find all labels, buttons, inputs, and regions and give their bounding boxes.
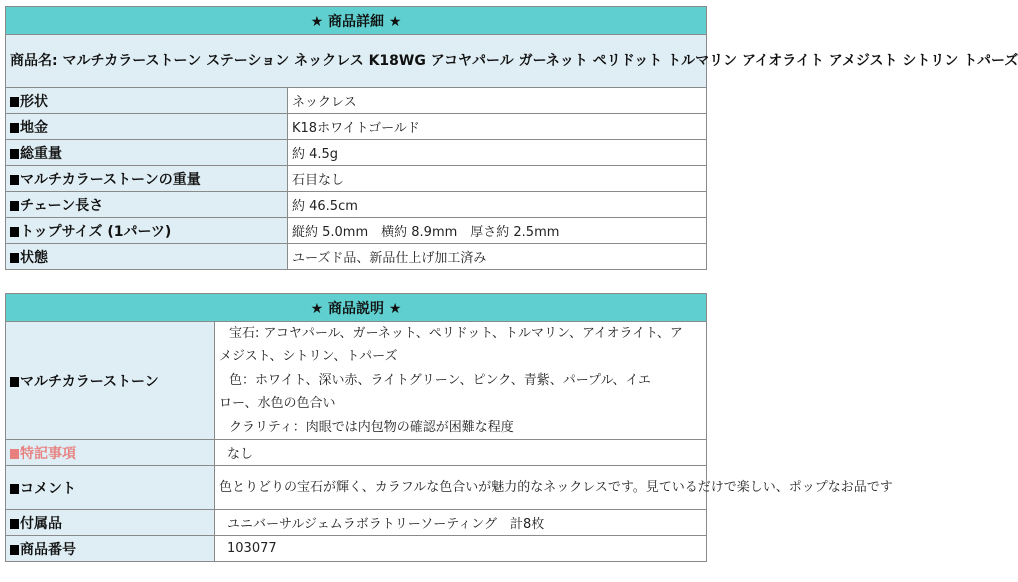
stone-details: [215, 322, 707, 440]
stone-color-line-cont: ロー、水色の色合い: [219, 396, 336, 412]
spec-row-total-weight: [6, 140, 707, 166]
spec-label: 状態: [6, 244, 288, 270]
spec-row-condition: [6, 244, 707, 270]
stone-clarity-line: クラリティ：肉眼では内包物の確認が困難な程度: [229, 419, 514, 435]
product-description-table: [5, 293, 893, 562]
star-icon: ★: [310, 13, 324, 30]
square-bullet-icon: [10, 149, 19, 159]
details-header-text: 商品詳細: [328, 13, 384, 30]
product-name: 商品名: マルチカラーストーン ステーション ネックレス K18WG アコヤパール ガーネット ペリドット トルマリン アイオライト アメジスト シトリン トパーズ: [6, 35, 707, 88]
spec-label: 形状: [6, 88, 288, 114]
square-bullet-icon: [10, 545, 19, 555]
square-bullet-icon: [10, 484, 19, 494]
spec-label: チェーン長さ: [6, 192, 288, 218]
desc-label-highlight: 特記事項: [6, 440, 215, 466]
desc-label: マルチカラーストーン: [6, 322, 215, 440]
spec-label: 総重量: [6, 140, 288, 166]
square-bullet-icon: [10, 227, 19, 237]
star-icon: ★: [310, 300, 324, 317]
desc-row-notes: [6, 440, 707, 466]
spec-value: 石目なし: [288, 166, 707, 192]
star-icon: ★: [388, 13, 402, 30]
square-bullet-icon: [10, 377, 19, 387]
desc-label: 付属品: [6, 510, 215, 536]
desc-label: 商品番号: [6, 536, 215, 562]
square-bullet-icon: [10, 123, 19, 133]
spec-label: 地金: [6, 114, 288, 140]
spec-value: 約 4.5g: [288, 140, 707, 166]
star-icon: ★: [388, 300, 402, 317]
details-header: [6, 7, 707, 35]
desc-row-stone: [6, 322, 707, 440]
desc-row-item-number: [6, 536, 707, 562]
spec-value: 縦約 5.0mm 横約 8.9mm 厚さ約 2.5mm: [288, 218, 707, 244]
square-bullet-icon: [10, 519, 19, 529]
square-bullet-icon: [10, 449, 19, 459]
square-bullet-icon: [10, 97, 19, 107]
description-header: [6, 294, 707, 322]
spec-row-top-size: [6, 218, 707, 244]
square-bullet-icon: [10, 201, 19, 211]
stone-color-line: 色：ホワイト、深い赤、ライトグリーン、ピンク、青紫、パープル、イエ: [229, 372, 651, 388]
desc-row-comment: [6, 466, 707, 510]
desc-label: コメント: [6, 466, 215, 510]
stone-gems-line-cont: メジスト、シトリン、トパーズ: [219, 349, 398, 365]
accessories-value: ユニバーサルジェムラボラトリーソーティング 計8枚: [215, 510, 707, 536]
spec-value: ネックレス: [288, 88, 707, 114]
spec-value: K18ホワイトゴールド: [288, 114, 707, 140]
spec-value: ユーズド品、新品仕上げ加工済み: [288, 244, 707, 270]
spec-label: トップサイズ (1パーツ): [6, 218, 288, 244]
spec-row-shape: [6, 88, 707, 114]
square-bullet-icon: [10, 175, 19, 185]
notes-value: なし: [215, 440, 707, 466]
description-header-text: 商品説明: [328, 300, 384, 317]
stone-gems-line: 宝石: アコヤパール、ガーネット、ペリドット、トルマリン、アイオライト、ア: [229, 326, 683, 341]
spec-row-stone-weight: [6, 166, 707, 192]
spec-row-metal: [6, 114, 707, 140]
spec-row-chain-length: [6, 192, 707, 218]
item-number-value: 103077: [215, 536, 707, 562]
comment-value: 色とりどりの宝石が輝く、カラフルな色合いが魅力的なネックレスです。見ているだけで楽しい、ポップなお品です: [215, 466, 707, 510]
desc-row-accessories: [6, 510, 707, 536]
product-details-table: [5, 6, 1018, 270]
square-bullet-icon: [10, 253, 19, 263]
spec-label: マルチカラーストーンの重量: [6, 166, 288, 192]
spec-value: 約 46.5cm: [288, 192, 707, 218]
